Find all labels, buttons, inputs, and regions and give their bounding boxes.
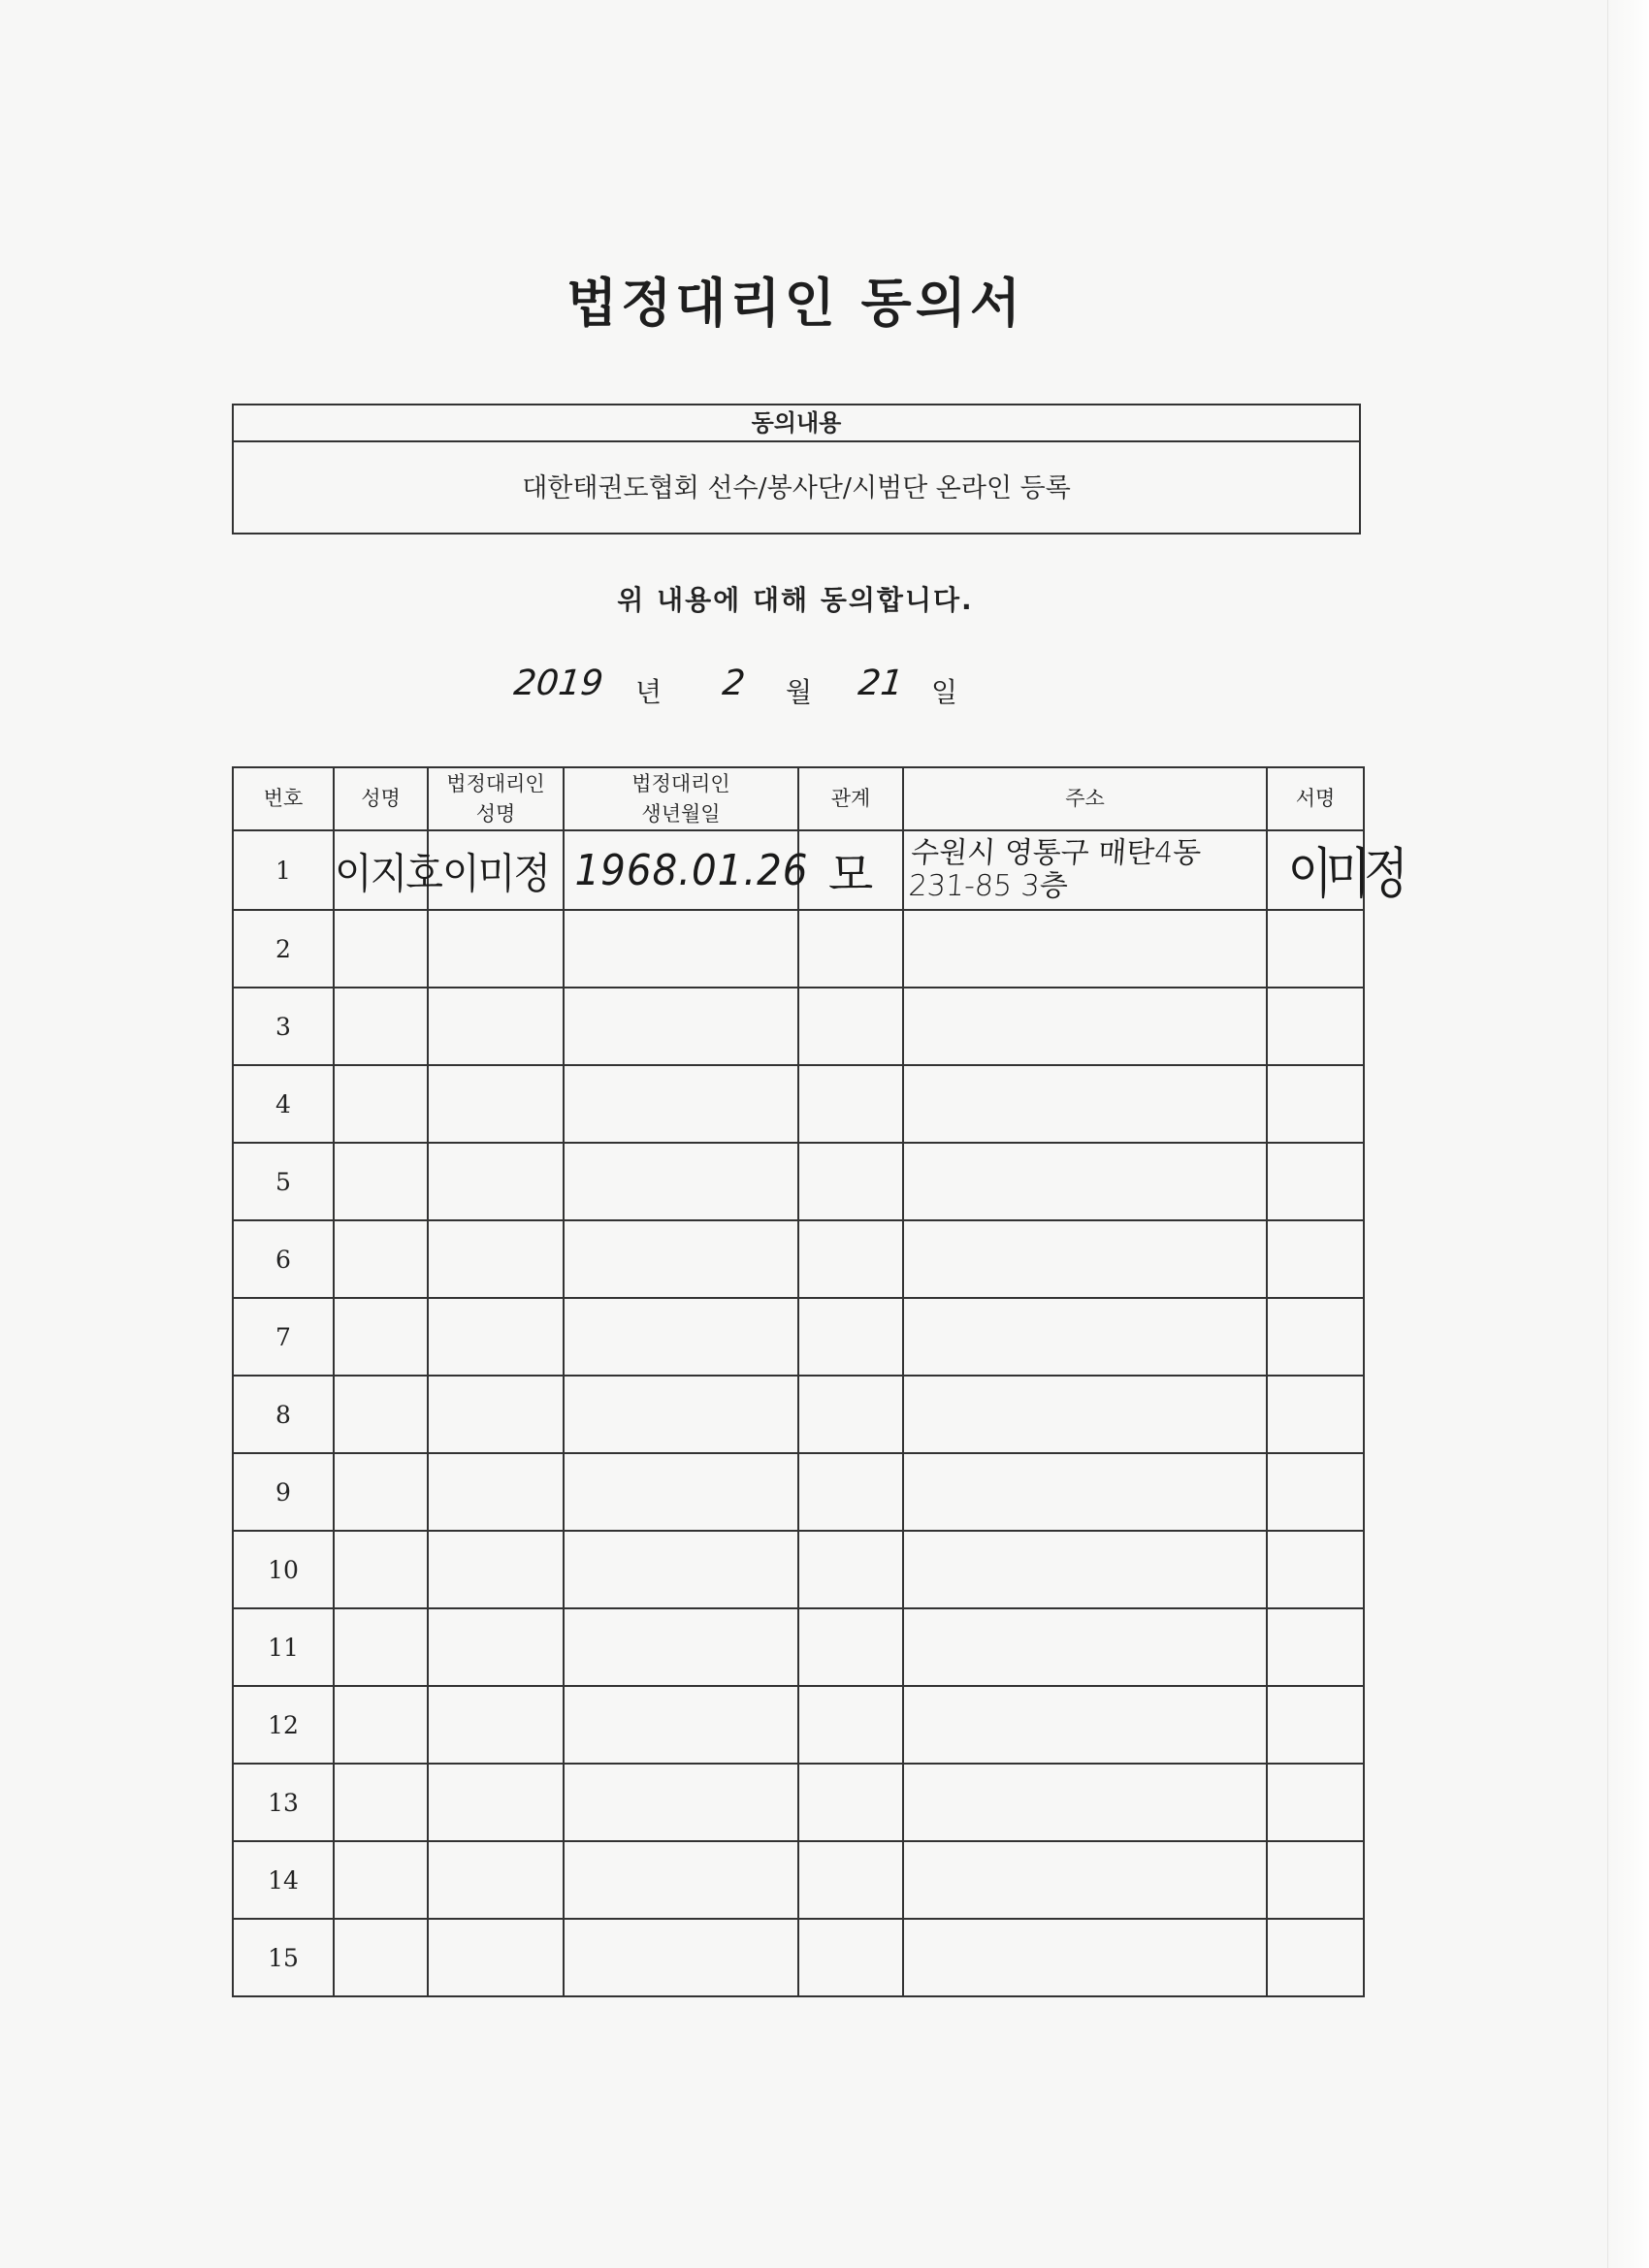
row-name bbox=[334, 1143, 428, 1220]
table-row bbox=[233, 1531, 1364, 1608]
row-name bbox=[334, 1220, 428, 1298]
row-guardian-birth: 1968.01.26 bbox=[564, 830, 798, 910]
date-year: 2019 bbox=[511, 664, 605, 703]
table-header-row bbox=[233, 767, 1364, 830]
table-row bbox=[233, 1143, 1364, 1220]
row-address bbox=[903, 1220, 1267, 1298]
row-relation: 모 bbox=[798, 830, 903, 910]
row-number: 11 bbox=[233, 1608, 334, 1686]
row-relation bbox=[798, 1841, 903, 1919]
row-relation bbox=[798, 1764, 903, 1841]
row-number: 3 bbox=[233, 988, 334, 1065]
row-guardian-birth bbox=[564, 1376, 798, 1453]
table-row bbox=[233, 1764, 1364, 1841]
row-guardian-birth bbox=[564, 1841, 798, 1919]
row-name bbox=[334, 1841, 428, 1919]
row-signature bbox=[1267, 988, 1364, 1065]
table-row bbox=[233, 1686, 1364, 1764]
row-signature bbox=[1267, 1608, 1364, 1686]
row-guardian-name bbox=[428, 1764, 564, 1841]
row-guardian-birth bbox=[564, 1065, 798, 1143]
consent-box bbox=[232, 404, 1361, 535]
row-number: 2 bbox=[233, 910, 334, 988]
row-address bbox=[903, 1531, 1267, 1608]
row-name bbox=[334, 988, 428, 1065]
row-signature bbox=[1267, 1841, 1364, 1919]
row-number: 4 bbox=[233, 1065, 334, 1143]
row-name bbox=[334, 910, 428, 988]
row-number: 14 bbox=[233, 1841, 334, 1919]
row-guardian-birth bbox=[564, 1453, 798, 1531]
col-guardian-birth: 법정대리인 생년월일 bbox=[564, 767, 798, 830]
row-relation bbox=[798, 1531, 903, 1608]
table-row bbox=[233, 988, 1364, 1065]
row-number: 8 bbox=[233, 1376, 334, 1453]
row-guardian-birth bbox=[564, 988, 798, 1065]
row-signature bbox=[1267, 1220, 1364, 1298]
row-address bbox=[903, 1764, 1267, 1841]
row-address bbox=[903, 1453, 1267, 1531]
col-signature: 서명 bbox=[1267, 767, 1364, 830]
row-relation bbox=[798, 910, 903, 988]
row-guardian-name bbox=[428, 1919, 564, 1996]
row-address bbox=[903, 1298, 1267, 1376]
row-relation bbox=[798, 988, 903, 1065]
row-guardian-birth bbox=[564, 1608, 798, 1686]
date-month: 2 bbox=[720, 664, 748, 703]
row-number: 12 bbox=[233, 1686, 334, 1764]
row-guardian-name bbox=[428, 1220, 564, 1298]
row-name bbox=[334, 1764, 428, 1841]
row-signature bbox=[1267, 1376, 1364, 1453]
row-name bbox=[334, 1686, 428, 1764]
scan-page-edge bbox=[1607, 0, 1649, 2268]
row-address bbox=[903, 1065, 1267, 1143]
row-guardian-name bbox=[428, 1143, 564, 1220]
table-row bbox=[233, 1919, 1364, 1996]
row-number: 1 bbox=[233, 830, 334, 910]
row-name: 이지호 bbox=[334, 830, 428, 910]
row-address: 수원시 영통구 매탄4동 231-85 3층 bbox=[903, 830, 1267, 910]
row-guardian-birth bbox=[564, 1764, 798, 1841]
row-signature: 이미정 bbox=[1267, 830, 1364, 910]
row-relation bbox=[798, 1143, 903, 1220]
table-row bbox=[233, 1841, 1364, 1919]
row-relation bbox=[798, 1919, 903, 1996]
row-name bbox=[334, 1453, 428, 1531]
row-guardian-birth bbox=[564, 1220, 798, 1298]
row-guardian-name bbox=[428, 1376, 564, 1453]
row-address bbox=[903, 910, 1267, 988]
col-guardian-name: 법정대리인 성명 bbox=[428, 767, 564, 830]
row-signature bbox=[1267, 1453, 1364, 1531]
row-number: 7 bbox=[233, 1298, 334, 1376]
row-number: 15 bbox=[233, 1919, 334, 1996]
row-address bbox=[903, 1919, 1267, 1996]
date-day-label: 일 bbox=[931, 676, 958, 708]
row-guardian-birth bbox=[564, 1686, 798, 1764]
table-row bbox=[233, 1453, 1364, 1531]
row-relation bbox=[798, 1686, 903, 1764]
date-row bbox=[511, 660, 1096, 718]
row-guardian-birth bbox=[564, 910, 798, 988]
row-address bbox=[903, 988, 1267, 1065]
date-month-label: 월 bbox=[786, 676, 813, 708]
row-guardian-name bbox=[428, 1531, 564, 1608]
table-row bbox=[233, 1608, 1364, 1686]
row-number: 10 bbox=[233, 1531, 334, 1608]
row-address bbox=[903, 1686, 1267, 1764]
row-signature bbox=[1267, 1686, 1364, 1764]
row-guardian-name bbox=[428, 988, 564, 1065]
col-number: 번호 bbox=[233, 767, 334, 830]
row-relation bbox=[798, 1376, 903, 1453]
table-row bbox=[233, 1065, 1364, 1143]
row-guardian-birth bbox=[564, 1531, 798, 1608]
row-address bbox=[903, 1376, 1267, 1453]
row-name bbox=[334, 1531, 428, 1608]
row-name bbox=[334, 1919, 428, 1996]
table-row bbox=[233, 830, 1364, 910]
row-address bbox=[903, 1841, 1267, 1919]
row-relation bbox=[798, 1065, 903, 1143]
table-row bbox=[233, 1220, 1364, 1298]
date-year-label: 년 bbox=[635, 676, 663, 708]
row-relation bbox=[798, 1298, 903, 1376]
row-relation bbox=[798, 1453, 903, 1531]
col-address: 주소 bbox=[903, 767, 1267, 830]
row-address bbox=[903, 1608, 1267, 1686]
table-row bbox=[233, 1298, 1364, 1376]
consent-header: 동의내용 bbox=[234, 405, 1359, 442]
row-relation bbox=[798, 1220, 903, 1298]
row-guardian-birth bbox=[564, 1919, 798, 1996]
row-guardian-name bbox=[428, 1608, 564, 1686]
date-day: 21 bbox=[856, 664, 905, 703]
row-signature bbox=[1267, 1298, 1364, 1376]
row-relation bbox=[798, 1608, 903, 1686]
row-guardian-birth bbox=[564, 1143, 798, 1220]
row-signature bbox=[1267, 1531, 1364, 1608]
row-signature bbox=[1267, 1143, 1364, 1220]
agreement-statement: 위 내용에 대해 동의합니다. bbox=[617, 584, 974, 616]
table-row bbox=[233, 910, 1364, 988]
consent-body: 대한태권도협회 선수/봉사단/시범단 온라인 등록 bbox=[522, 473, 1071, 503]
row-name bbox=[334, 1065, 428, 1143]
row-signature bbox=[1267, 1065, 1364, 1143]
row-number: 6 bbox=[233, 1220, 334, 1298]
row-guardian-name bbox=[428, 1686, 564, 1764]
row-number: 9 bbox=[233, 1453, 334, 1531]
row-name bbox=[334, 1608, 428, 1686]
row-number: 13 bbox=[233, 1764, 334, 1841]
table-row bbox=[233, 1376, 1364, 1453]
row-signature bbox=[1267, 910, 1364, 988]
col-relation: 관계 bbox=[798, 767, 903, 830]
guardian-table bbox=[232, 766, 1403, 1997]
col-name: 성명 bbox=[334, 767, 428, 830]
row-signature bbox=[1267, 1919, 1364, 1996]
row-guardian-name bbox=[428, 910, 564, 988]
row-name bbox=[334, 1298, 428, 1376]
row-number: 5 bbox=[233, 1143, 334, 1220]
row-guardian-name bbox=[428, 1453, 564, 1531]
row-guardian-name bbox=[428, 1841, 564, 1919]
row-name bbox=[334, 1376, 428, 1453]
row-guardian-name bbox=[428, 1065, 564, 1143]
row-signature bbox=[1267, 1764, 1364, 1841]
document-title: 법정대리인 동의서 bbox=[566, 273, 1025, 334]
row-guardian-name bbox=[428, 1298, 564, 1376]
row-guardian-birth bbox=[564, 1298, 798, 1376]
row-address bbox=[903, 1143, 1267, 1220]
row-guardian-name: 이미정 bbox=[428, 830, 564, 910]
